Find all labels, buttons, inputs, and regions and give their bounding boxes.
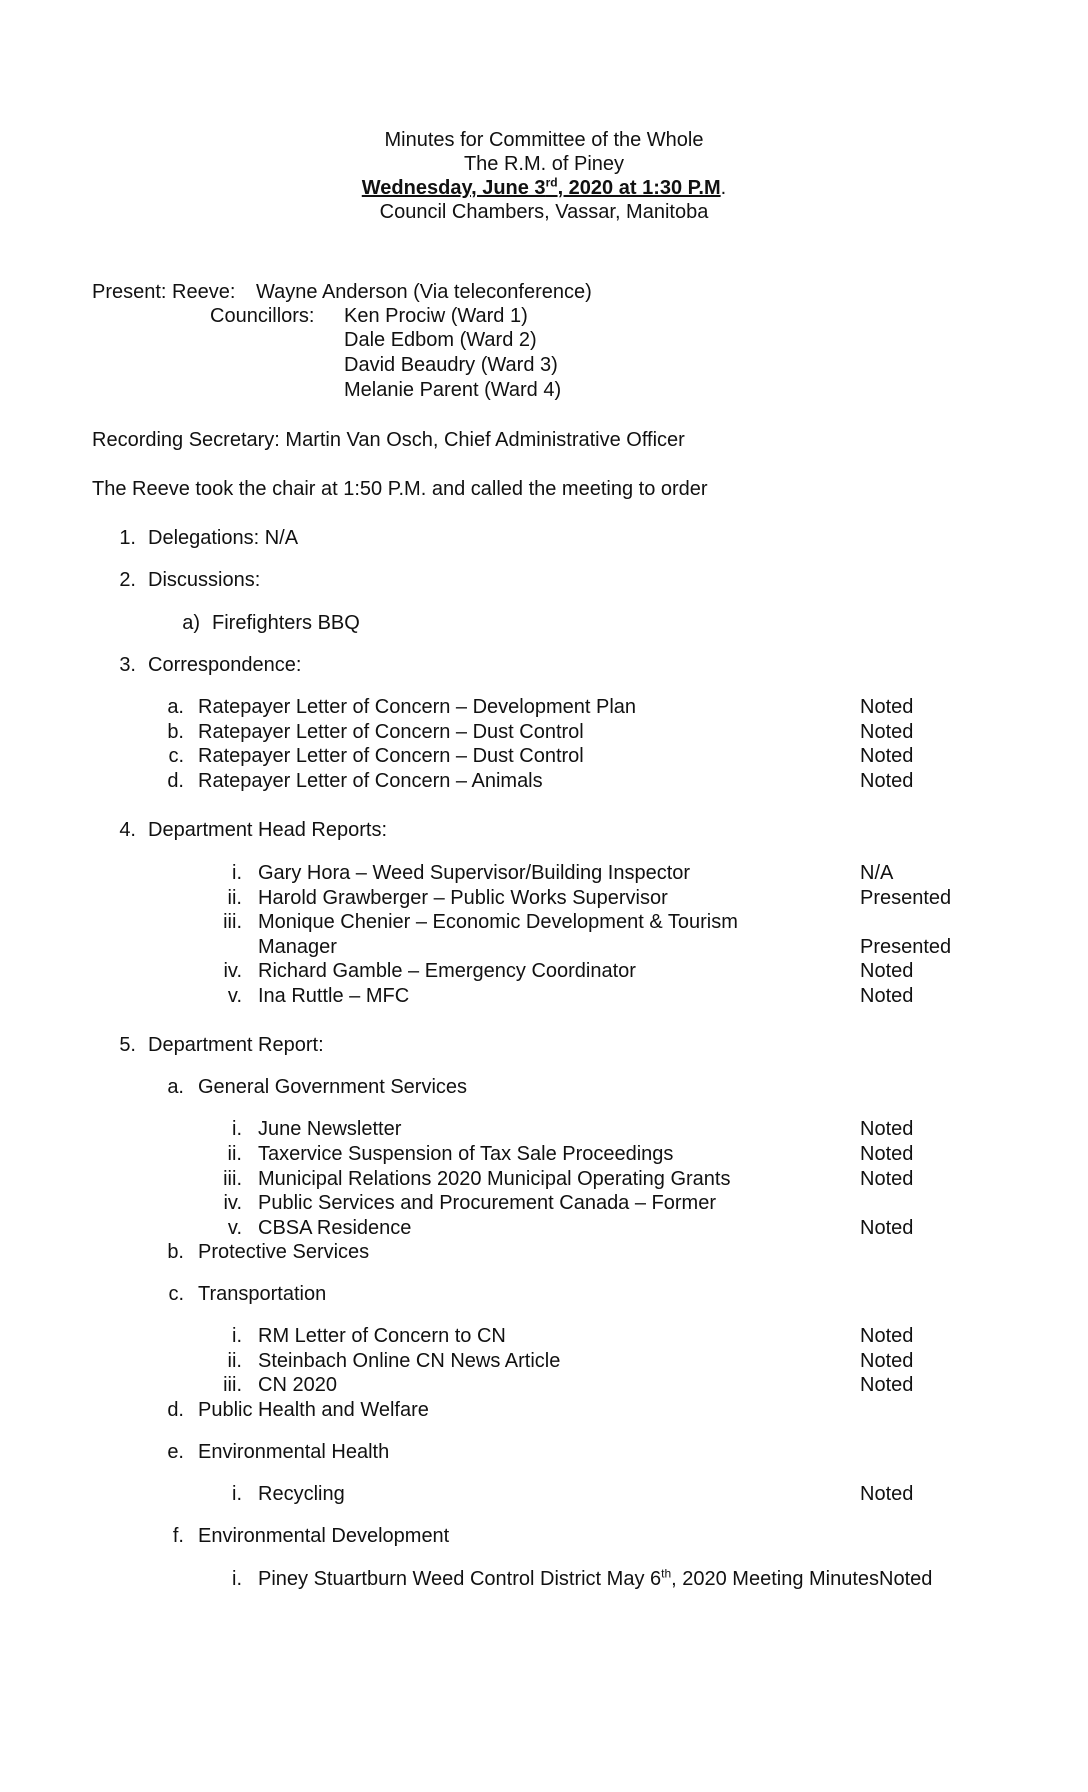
municipality-name: The R.M. of Piney [463,153,625,175]
sub-item: Ratepayer Letter of Concern – Animals [198,770,543,792]
sub-number: d. [167,770,184,792]
item-department-report: Department Report: [148,1034,324,1056]
meeting-location: Council Chambers, Vassar, Manitoba [379,201,709,223]
sub-number: v. [227,1217,242,1239]
section-protective-services: Protective Services [198,1241,370,1263]
date-sup: rd [545,175,558,190]
item-number: 2. [119,569,136,591]
sub-number: ii. [227,887,242,909]
sub-number: ii. [227,1143,242,1165]
sub-number: i. [232,1568,242,1590]
sub-number: a) [182,612,200,634]
status-label: Noted [860,1325,914,1347]
councillor-2: Dale Edbom (Ward 2) [344,329,537,351]
sub-item: CN 2020 [258,1374,337,1396]
sub-item [258,1567,932,1591]
sub-item: Ratepayer Letter of Concern – Dust Control [198,745,584,767]
present-label: Present: Reeve: [92,281,236,303]
sub-item-prefix: Piney Stuartburn Weed Control District May 6 [258,1568,662,1590]
sub-item: Richard Gamble – Emergency Coordinator [258,960,636,982]
status-label: Noted [860,1483,914,1505]
item-number: 3. [119,654,136,676]
sub-number: i. [232,1118,242,1140]
sub-item: Public Services and Procurement Canada – Former [258,1192,716,1214]
sub-number: f. [172,1525,184,1547]
sub-item: Ina Ruttle – MFC [258,985,410,1007]
councillor-1: Ken Prociw (Ward 1) [344,305,528,327]
recording-secretary: Recording Secretary: Martin Van Osch, Chief Administrative Officer [92,429,685,451]
document-title: Minutes for Committee of the Whole [384,129,704,151]
sub-number: c. [168,745,184,767]
status-label: Noted [860,1168,914,1190]
meeting-date [0,176,1088,200]
sub-number: b. [167,1241,184,1263]
call-to-order: The Reeve took the chair at 1:50 P.M. and called the meeting to order [92,478,708,500]
item-number: 1. [119,527,136,549]
section-environmental-development: Environmental Development [198,1525,450,1547]
item-number: 5. [119,1034,136,1056]
section-general-government: General Government Services [198,1076,468,1098]
sub-number: iii. [223,1168,242,1190]
section-transportation: Transportation [198,1283,327,1305]
status-label: Noted [860,960,914,982]
sub-item: RM Letter of Concern to CN [258,1325,506,1347]
sub-number: c. [168,1283,184,1305]
status-label: Noted [860,1118,914,1140]
sub-number: i. [232,862,242,884]
sub-number: b. [167,721,184,743]
sub-number: a. [167,696,184,718]
sub-number: iii. [223,911,242,933]
status-label: Noted [860,770,914,792]
sub-number: iv. [223,1192,242,1214]
sub-item: Municipal Relations 2020 Municipal Operating Grants [258,1168,731,1190]
status-label: N/A [860,862,894,884]
item-department-head-reports: Department Head Reports: [148,819,388,841]
sub-item: Firefighters BBQ [212,612,360,634]
status-label: Noted [860,985,914,1007]
sub-number: i. [232,1483,242,1505]
sub-number: iv. [223,960,242,982]
status-label: Presented [860,887,952,909]
sub-item: June Newsletter [258,1118,402,1140]
item-number: 4. [119,819,136,841]
sub-item-continuation: Manager [258,936,337,958]
sub-number: iii. [223,1374,242,1396]
status-label: Noted [860,696,914,718]
sub-number: i. [232,1325,242,1347]
status-label: Presented [860,936,952,958]
councillor-3: David Beaudry (Ward 3) [344,354,558,376]
date-suffix: , 2020 at 1:30 P.M [557,177,721,199]
sub-item-suffix: , 2020 Meeting Minutes [671,1568,880,1590]
item-delegations: Delegations: N/A [148,527,299,549]
sub-number: v. [227,985,242,1007]
sub-item-sup: th [661,1566,672,1581]
sub-item: Ratepayer Letter of Concern – Dust Control [198,721,584,743]
status-label: Noted [860,1217,914,1239]
sub-item: Ratepayer Letter of Concern – Development Plan [198,696,637,718]
councillor-4: Melanie Parent (Ward 4) [344,379,562,401]
section-environmental-health: Environmental Health [198,1441,390,1463]
sub-item: Recycling [258,1483,345,1505]
status-label: Noted [860,1350,914,1372]
councillors-label: Councillors: [210,305,315,327]
sub-number: a. [167,1076,184,1098]
sub-number: ii. [227,1350,242,1372]
status-label: Noted [860,745,914,767]
item-correspondence: Correspondence: [148,654,302,676]
status-label: Noted [879,1568,933,1590]
sub-item: CBSA Residence [258,1217,412,1239]
date-period: . [720,177,727,199]
status-label: Noted [860,1143,914,1165]
sub-number: e. [167,1441,184,1463]
date-prefix: Wednesday, June 3 [361,177,546,199]
status-label: Noted [860,721,914,743]
status-label: Noted [860,1374,914,1396]
sub-item: Harold Grawberger – Public Works Supervisor [258,887,668,909]
reeve-name: Wayne Anderson (Via teleconference) [256,281,592,303]
sub-number: d. [167,1399,184,1421]
sub-item: Monique Chenier – Economic Development & Tourism [258,911,738,933]
item-discussions: Discussions: [148,569,261,591]
sub-item: Gary Hora – Weed Supervisor/Building Inspector [258,862,691,884]
section-public-health: Public Health and Welfare [198,1399,429,1421]
sub-item: Taxervice Suspension of Tax Sale Proceedings [258,1143,674,1165]
sub-item: Steinbach Online CN News Article [258,1350,561,1372]
